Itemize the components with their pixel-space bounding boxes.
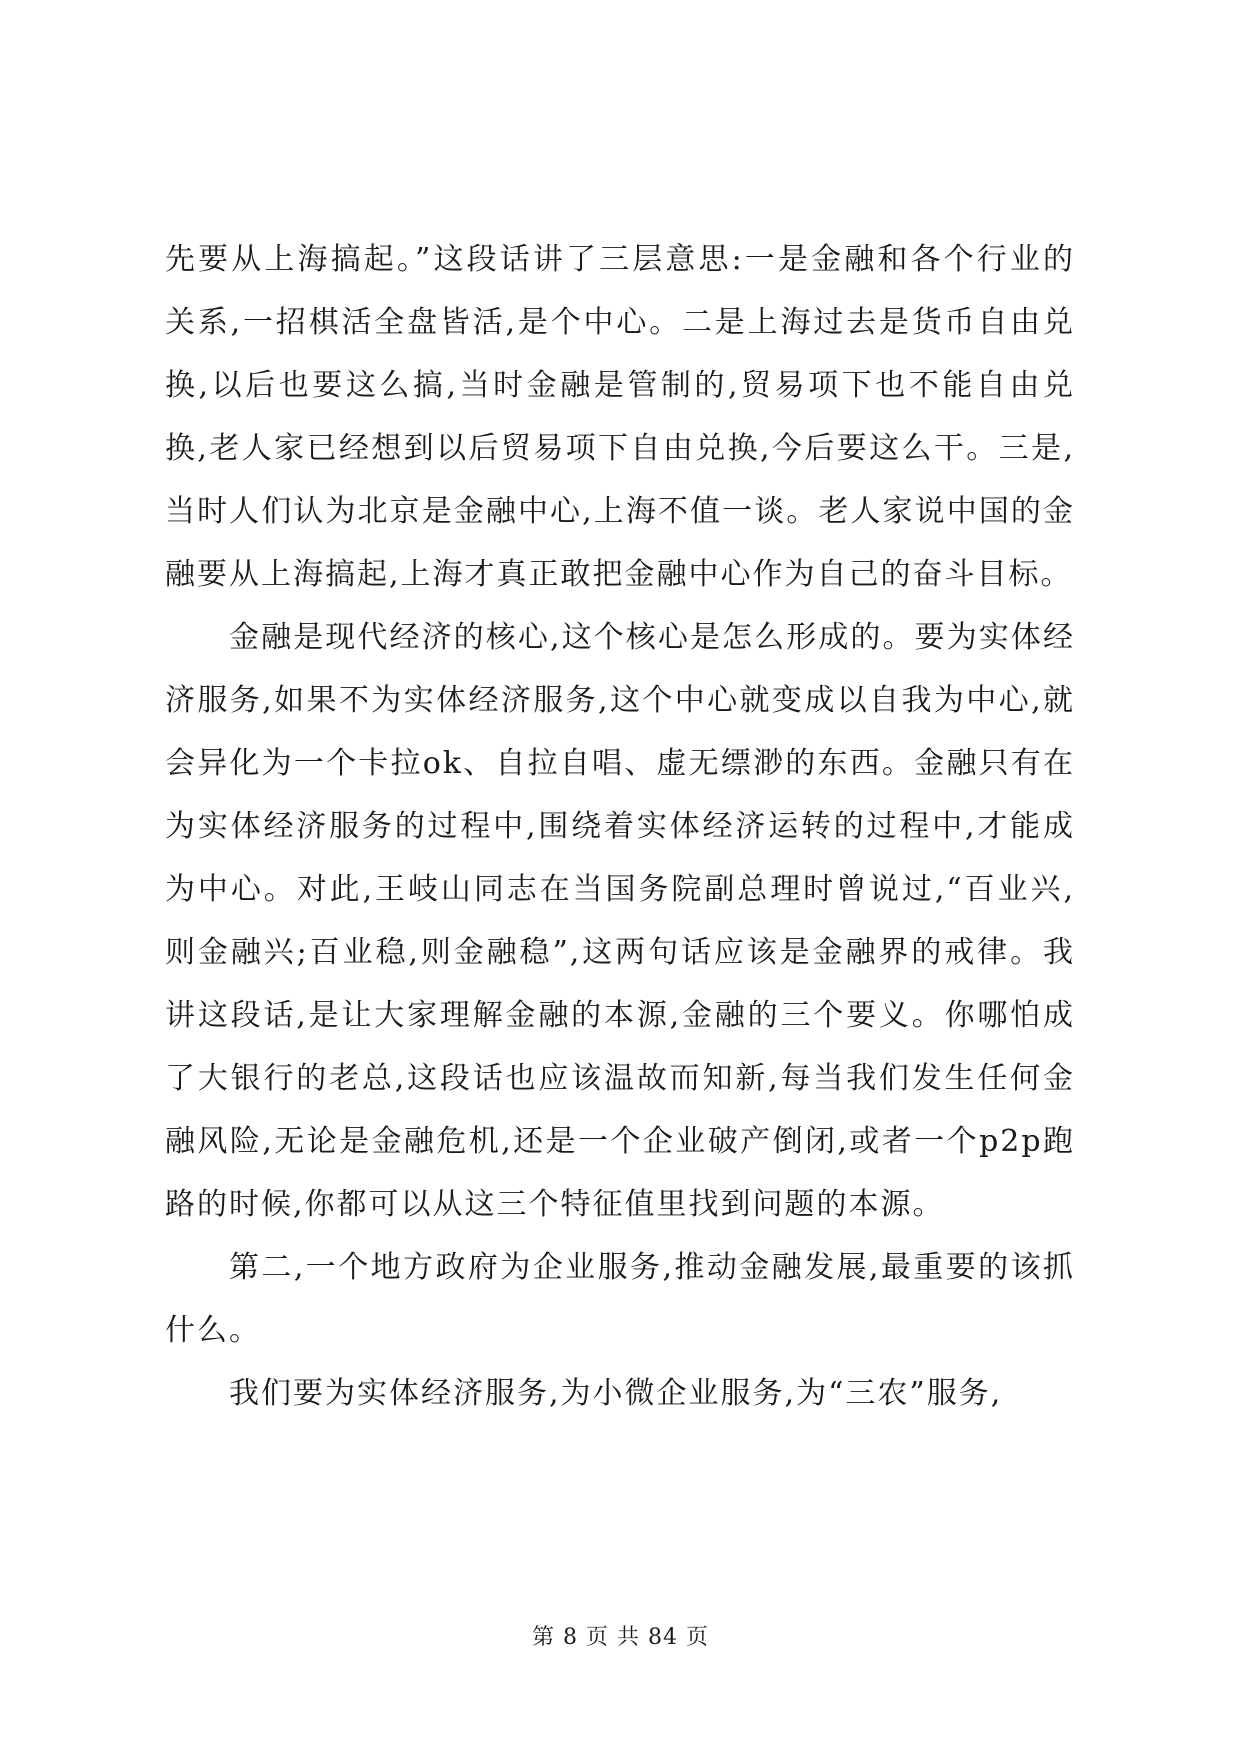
document-body xyxy=(165,228,1075,1425)
page-number-footer: 第 8 页 共 84 页 xyxy=(532,1625,709,1650)
paragraph-continued: 先要从上海搞起。”这段话讲了三层意思:一是金融和各个行业的关系,一招棋活全盘皆活,是个中心。二是上海过去是货币自由兑换,以后也要这么搞,当时金融是管制的,贸易项下也不能自由兑换,老人家已经想到以后贸易项下自由兑换,今后要这么干。三是,当时人们认为北京是金融中心,上海不值一谈。老人家说中国的金融要从上海搞起,上海才真正敢把金融中心作为自己的奋斗目标。 xyxy=(165,242,1075,592)
paragraph-serve-economy: 我们要为实体经济服务,为小微企业服务,为“三农”服务, xyxy=(229,1376,1003,1411)
paragraph-second-point: 第二,一个地方政府为企业服务,推动金融发展,最重要的该抓什么。 xyxy=(165,1250,1075,1348)
paragraph-finance-core: 金融是现代经济的核心,这个核心是怎么形成的。要为实体经济服务,如果不为实体经济服务,这个中心就变成以自我为中心,就会异化为一个卡拉ok、自拉自唱、虚无缥渺的东西。金融只有在为实体经济服务的过程中,围绕着实体经济运转的过程中,才能成为中心。对此,王岐山同志在当国务院副总理时曾说过,“百业兴,则金融兴;百业稳,则金融稳”,这两句话应该是金融界的戒律。我讲这段话,是让大家理解金融的本源,金融的三个要义。你哪怕成了大银行的老总,这段话也应该温故而知新,每当我们发生任何金融风险,无论是金融危机,还是一个企业破产倒闭,或者一个p2p跑路的时候,你都可以从这三个特征值里找到问题的本源。 xyxy=(165,620,1075,1222)
